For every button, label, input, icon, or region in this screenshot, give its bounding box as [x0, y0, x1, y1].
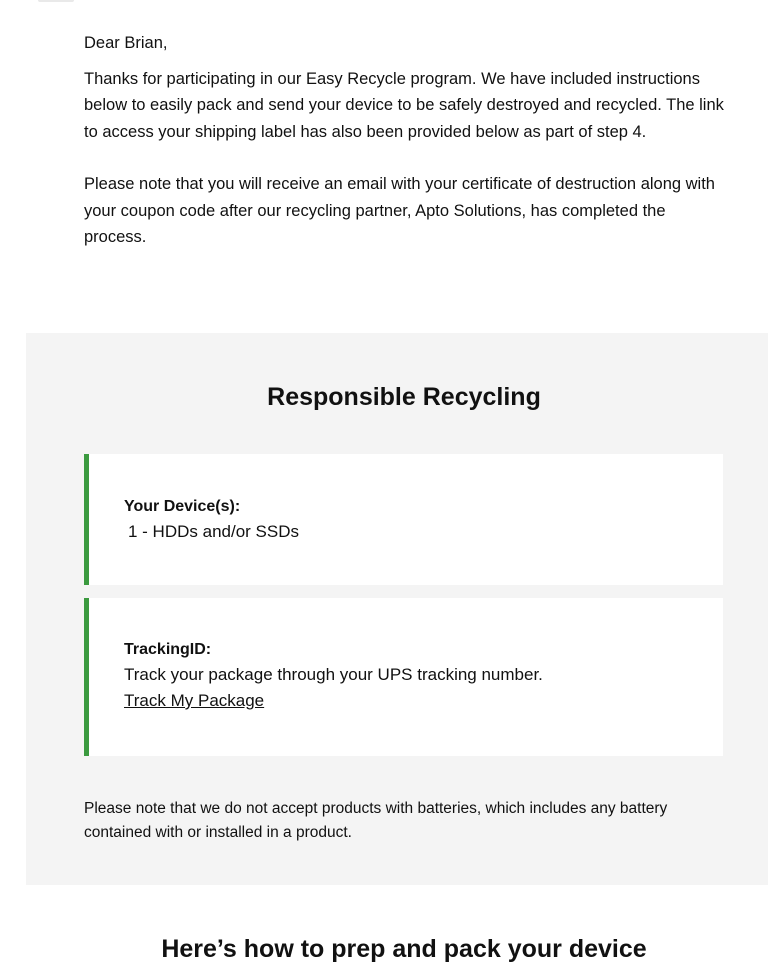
device-value: 1 - HDDs and/or SSDs: [128, 522, 299, 541]
certificate-note-paragraph: Please note that you will receive an email with your certificate of destruction along with your coupon code after our recycling partner, Apto Solutions, has completed the process.: [84, 175, 715, 246]
tracking-label: TrackingID:: [124, 641, 212, 658]
battery-note: Please note that we do not accept products with batteries, which includes any battery contained with or installed in a product.: [84, 800, 668, 841]
recycling-title: Responsible Recycling: [267, 383, 541, 411]
header-image-fragment: [38, 0, 74, 2]
device-card: [84, 454, 723, 585]
intro-paragraph: Thanks for participating in our Easy Recycle program. We have included instructions below to easily pack and send your device to be safely destroyed and recycled. The link to access your shipping label has also been provided below as part of step 4.: [84, 69, 724, 141]
tracking-text: Track your package through your UPS tracking number.: [124, 665, 543, 684]
track-my-package-link[interactable]: Track My Package: [124, 691, 265, 710]
prep-section-heading: Here’s how to prep and pack your device: [161, 935, 647, 963]
email-intro: [84, 30, 729, 251]
device-label: Your Device(s):: [124, 498, 241, 515]
salutation: Dear Brian,: [84, 34, 168, 52]
tracking-card: [84, 598, 723, 756]
responsible-recycling-panel: [26, 333, 768, 885]
